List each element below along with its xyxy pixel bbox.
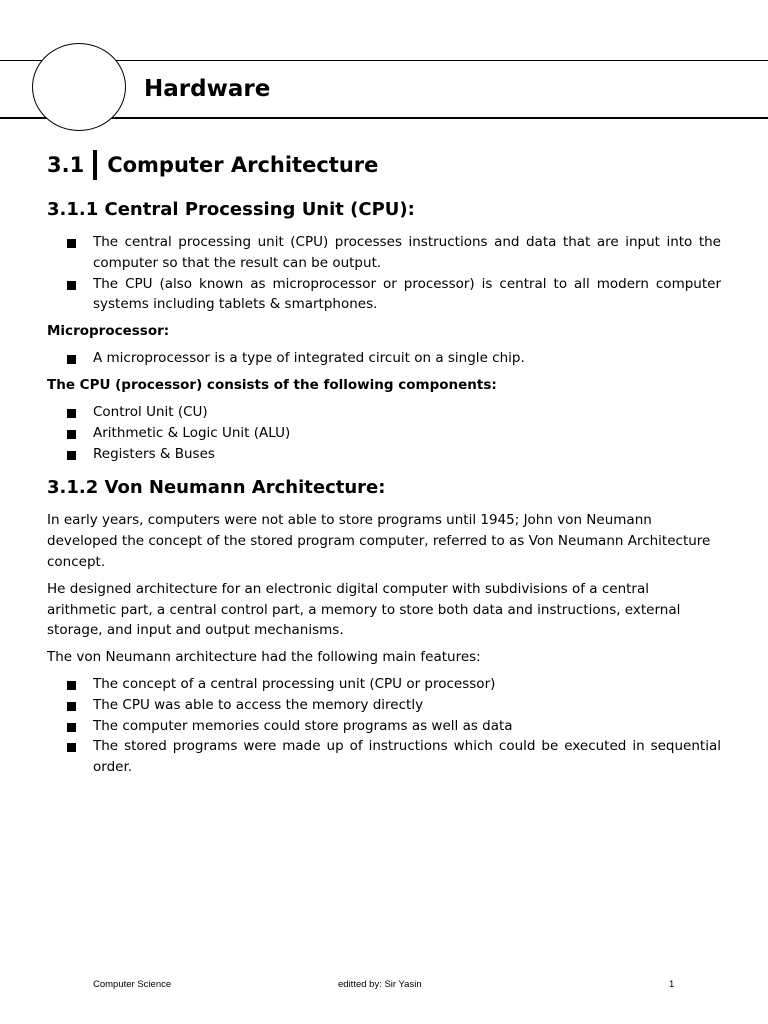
header-bottom-rule [0,117,768,119]
list-item: The concept of a central processing unit (CPU or processor) [47,674,721,695]
von-neumann-paragraph: He designed architecture for an electronic digital computer with subdivisions of a central arithmetic part, a central control part, a memory to store both data and instructions, external storage, and input and output mechanisms. [47,580,681,639]
von-neumann-paragraph: The von Neumann architecture had the following main features: [47,649,481,666]
list-item: A microprocessor is a type of integrated circuit on a single chip. [47,348,721,369]
list-item: Control Unit (CU) [47,402,721,423]
list-item: The CPU (also known as microprocessor or processor) is central to all modern computer systems including tablets & smartphones. [47,274,721,316]
list-item: The CPU was able to access the memory directly [47,695,721,716]
von-neumann-heading: 3.1.2 Von Neumann Architecture: [47,477,386,499]
chapter-title: Hardware [144,76,271,102]
footer-page-number: 1 [669,979,675,990]
footer-subject: Computer Science [93,979,172,990]
footer-editor: editted by: Sir Yasin [338,979,422,990]
cpu-heading: 3.1.1 Central Processing Unit (CPU): [47,199,415,220]
list-item: Registers & Buses [47,444,721,465]
list-item: The computer memories could store programs as well as data [47,716,721,737]
page-content [47,196,721,778]
section-heading [47,148,378,182]
microprocessor-label: Microprocessor: [47,323,170,340]
list-item: The stored programs were made up of instructions which could be executed in sequential order. [47,736,721,778]
von-neumann-paragraph: In early years, computers were not able to store programs until 1945; John von Neumann developed the concept of the stored program computer, referred to as Von Neumann Architecture concept. [47,512,711,570]
chapter-circle [32,43,126,131]
components-bullet-list [47,402,721,464]
features-bullet-list [47,674,721,778]
list-item: The central processing unit (CPU) processes instructions and data that are input into the computer so that the result can be output. [47,232,721,274]
section-number: 3.1 [47,153,85,177]
cpu-bullet-list [47,232,721,315]
section-title: Computer Architecture [107,153,379,177]
components-label: The CPU (processor) consists of the following components: [47,376,497,393]
section-divider-bar [93,150,97,180]
list-item: Arithmetic & Logic Unit (ALU) [47,423,721,444]
microprocessor-bullet-list [47,348,721,369]
